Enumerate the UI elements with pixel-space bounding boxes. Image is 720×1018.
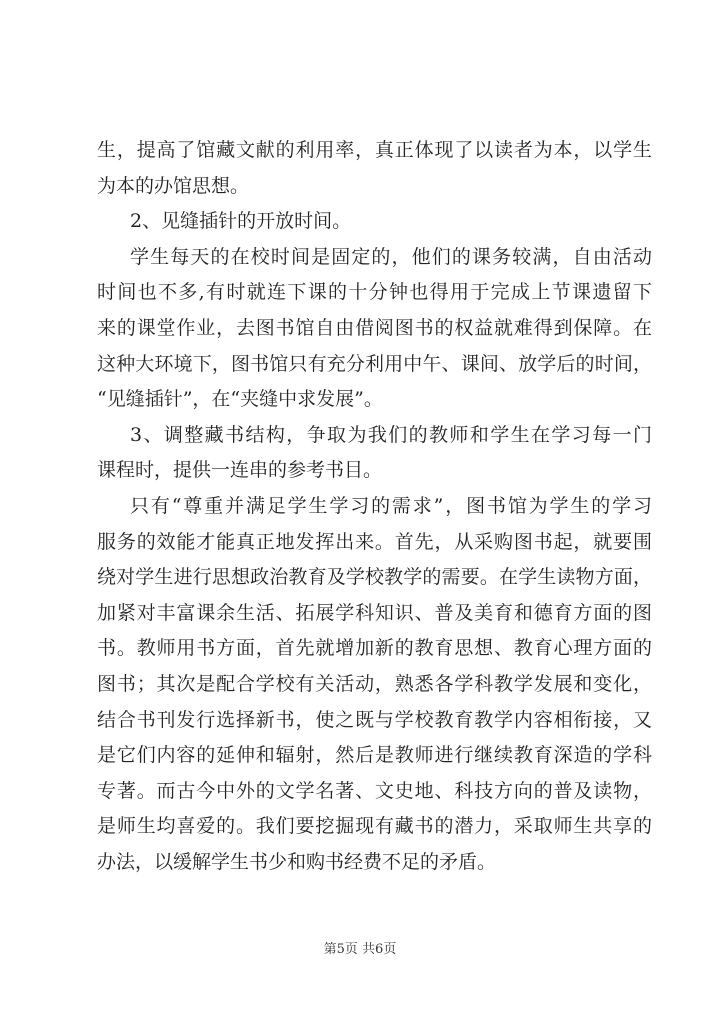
text-line: 时间也不多,有时就连下课的十分钟也得用于完成上节课遗留下 <box>97 281 652 304</box>
text-line: 只有“尊重并满足学生学习的需求”，图书馆为学生的学习 <box>130 494 652 517</box>
page-number-footer: 第5页 共6页 <box>323 942 397 957</box>
text-line: 专著。而古今中外的文学名著、文史地、科技方向的普及读物， <box>97 779 652 802</box>
text-line: 为本的办馆思想。 <box>97 174 250 197</box>
document-body <box>97 133 652 880</box>
text-line: 是师生均喜爱的。我们要挖掘现有藏书的潜力，采取师生共享的 <box>97 815 652 838</box>
text-line: 图书；其次是配合学校有关活动，熟悉各学科教学发展和变化， <box>97 672 652 695</box>
section-heading: 2、见缝插针的开放时间。 <box>130 210 352 233</box>
text-line: 学生每天的在校时间是固定的，他们的课务较满，自由活动 <box>130 245 652 268</box>
text-line: 来的课堂作业，去图书馆自由借阅图书的权益就难得到保障。在 <box>97 316 652 339</box>
section-heading: 课程时，提供一连串的参考书目。 <box>97 459 383 482</box>
text-line: 加紧对丰富课余生活、拓展学科知识、普及美育和德育方面的图 <box>97 601 652 624</box>
section-heading: 3、调整藏书结构，争取为我们的教师和学生在学习每一门 <box>130 423 652 446</box>
text-line: “见缝插针”，在“夹缝中求发展”。 <box>97 388 383 411</box>
text-line: 书。教师用书方面，首先就增加新的教育思想、教育心理方面的 <box>97 637 652 660</box>
text-line: 生，提高了馆藏文献的利用率，真正体现了以读者为本，以学生 <box>97 139 652 161</box>
text-line: 绕对学生进行思想政治教育及学校教学的需要。在学生读物方面， <box>97 566 652 589</box>
text-line: 办法，以缓解学生书少和购书经费不足的矛盾。 <box>97 850 497 873</box>
text-line: 是它们内容的延伸和辐射，然后是教师进行继续教育深造的学科 <box>97 744 652 767</box>
text-line: 这种大环境下，图书馆只有充分利用中午、课间、放学后的时间， <box>97 352 652 375</box>
text-line: 服务的效能才能真正地发挥出来。首先，从采购图书起，就要围 <box>97 530 652 553</box>
text-line: 结合书刊发行选择新书，使之既与学校教育教学内容相衔接，又 <box>97 708 652 731</box>
